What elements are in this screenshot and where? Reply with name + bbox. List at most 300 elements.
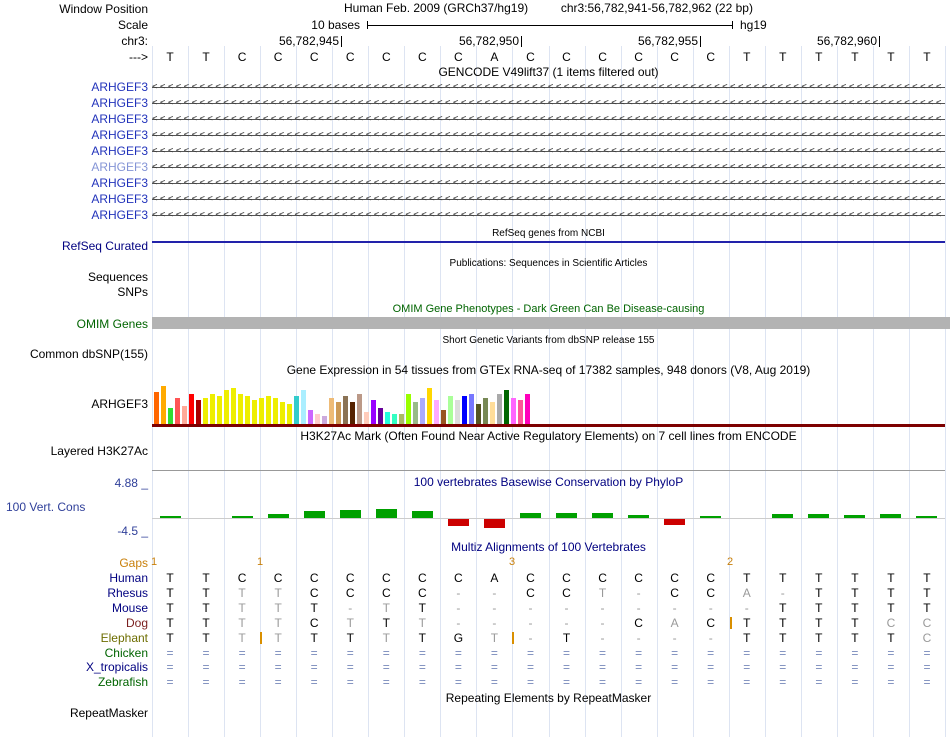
gtex-bar[interactable]: [378, 408, 383, 424]
gtex-bar[interactable]: [357, 394, 362, 424]
scale-label: Scale: [117, 18, 148, 32]
alignment-cell: T: [851, 616, 859, 630]
alignment-cell: =: [563, 646, 571, 660]
gtex-bar[interactable]: [462, 396, 467, 424]
gtex-bar[interactable]: [406, 394, 411, 424]
alignment-cell: C: [381, 571, 391, 585]
alignment-cell: T: [815, 631, 823, 645]
gene-row-label[interactable]: ARHGEF3: [91, 208, 148, 222]
species-label-rhesus[interactable]: Rhesus: [107, 586, 148, 600]
alignment-cell: =: [418, 646, 426, 660]
gene-row-arrows[interactable]: <<<<<<<<<<<<<<<<<<<<<<<<<<<<<<<<<<<<<<<<<<<<<<<<<<<<<<<<<<<<<<<<<<<<<<<<<<<<<<<<<<<<<<<<<<<<<<<<<<<<: [152, 160, 945, 175]
gtex-bar[interactable]: [154, 392, 159, 424]
alignment-cell: C: [526, 586, 535, 600]
alignment-cell: =: [671, 660, 679, 674]
gtex-bar[interactable]: [287, 404, 292, 424]
phylop-bar[interactable]: [484, 519, 505, 528]
alignment-cell: =: [526, 660, 534, 674]
chrom-label: chr3:: [121, 34, 148, 48]
alignment-cell: =: [887, 660, 895, 674]
gtex-bar[interactable]: [280, 402, 285, 424]
track-label-100-vert-cons[interactable]: 100 Vert. Cons: [6, 500, 86, 514]
alignment-cell: -: [708, 631, 713, 645]
alignment-cell: =: [526, 646, 534, 660]
track-label-repeatmasker[interactable]: RepeatMasker: [69, 706, 148, 720]
gtex-bar[interactable]: [322, 416, 327, 424]
base-letter: T: [923, 50, 931, 64]
alignment-cell: T: [851, 631, 859, 645]
gtex-bar[interactable]: [434, 400, 439, 424]
gene-row-arrows[interactable]: <<<<<<<<<<<<<<<<<<<<<<<<<<<<<<<<<<<<<<<<<<<<<<<<<<<<<<<<<<<<<<<<<<<<<<<<<<<<<<<<<<<<<<<<<<<<<<<<<<<<: [152, 144, 945, 159]
alignment-cell: T: [274, 616, 282, 630]
species-label-chicken[interactable]: Chicken: [104, 646, 148, 660]
gtex-note: Gene Expression in 54 tissues from GTEx RNA-seq of 17382 samples, 948 donors (V8, Aug 2019): [286, 363, 811, 377]
conservation-max-label: 4.88 _: [114, 476, 148, 490]
alignment-cell: =: [563, 675, 571, 689]
gtex-bar[interactable]: [371, 400, 376, 424]
ruler-tick-mark: [700, 36, 701, 47]
alignment-cell: =: [274, 675, 282, 689]
gtex-bar[interactable]: [511, 398, 516, 424]
base-letter: T: [202, 50, 210, 64]
phylop-bar[interactable]: [160, 516, 181, 518]
alignment-cell: =: [346, 660, 354, 674]
alignment-cell: =: [202, 660, 210, 674]
gtex-bar[interactable]: [203, 398, 208, 424]
gtex-bar[interactable]: [161, 386, 166, 424]
gene-row-label[interactable]: ARHGEF3: [91, 80, 148, 94]
alignment-cell: C: [417, 586, 427, 600]
gene-row-label[interactable]: ARHGEF3: [91, 192, 148, 206]
phylop-bar[interactable]: [340, 510, 361, 518]
alignment-cell: T: [743, 616, 751, 630]
track-label-gtex-gene[interactable]: ARHGEF3: [91, 397, 148, 411]
gtex-bar[interactable]: [252, 400, 257, 424]
alignment-cell: =: [779, 660, 787, 674]
alignment-cell: T: [923, 601, 931, 615]
track-label-gaps[interactable]: Gaps: [119, 556, 148, 570]
base-letter: C: [309, 50, 319, 64]
alignment-cell: =: [202, 646, 210, 660]
alignment-cell: =: [599, 660, 607, 674]
phylop-bar[interactable]: [916, 516, 937, 518]
alignment-cell: T: [202, 586, 210, 600]
gtex-bar[interactable]: [168, 408, 173, 424]
gtex-bar[interactable]: [343, 396, 348, 424]
alignment-cell: -: [672, 631, 677, 645]
gene-row-label[interactable]: ARHGEF3: [91, 160, 148, 174]
alignment-cell: =: [779, 675, 787, 689]
gaps-marker: 2: [727, 556, 734, 568]
base-letter: T: [166, 50, 174, 64]
alignment-cell: =: [454, 675, 462, 689]
gene-row-label[interactable]: ARHGEF3: [91, 112, 148, 126]
refseq-track-line[interactable]: [152, 241, 945, 243]
alignment-cell: T: [274, 601, 282, 615]
assembly-position-title: [152, 2, 945, 15]
gtex-bar[interactable]: [238, 394, 243, 424]
alignment-cell: -: [348, 601, 353, 615]
alignment-cell: -: [492, 586, 497, 600]
alignment-cell: T: [815, 601, 823, 615]
base-letter: C: [381, 50, 391, 64]
ruler-tick-label: 56,782,950: [458, 34, 519, 48]
alignment-cell: =: [923, 675, 931, 689]
species-label-human[interactable]: Human: [109, 571, 148, 585]
alignment-cell: T: [779, 571, 787, 585]
gtex-bar[interactable]: [196, 400, 201, 424]
gtex-bar[interactable]: [448, 396, 453, 424]
alignment-cell: C: [922, 616, 932, 630]
alignment-cell: -: [492, 601, 497, 615]
phylop-bar[interactable]: [412, 511, 433, 518]
base-letter: T: [743, 50, 751, 64]
alignment-cell: C: [562, 586, 571, 600]
alignment-cell: =: [490, 660, 498, 674]
gtex-bar[interactable]: [455, 400, 460, 424]
species-label-elephant[interactable]: Elephant: [100, 631, 148, 645]
gtex-bar[interactable]: [350, 402, 355, 424]
gene-row-arrows[interactable]: <<<<<<<<<<<<<<<<<<<<<<<<<<<<<<<<<<<<<<<<<<<<<<<<<<<<<<<<<<<<<<<<<<<<<<<<<<<<<<<<<<<<<<<<<<<<<<<<<<<<: [152, 96, 945, 111]
assembly-title: Human Feb. 2009 (GRCh37/hg19): [344, 1, 529, 15]
phylop-bar[interactable]: [268, 514, 289, 518]
phylop-bar[interactable]: [556, 513, 577, 518]
alignment-cell: T: [166, 601, 174, 615]
alignment-cell: T: [851, 571, 859, 585]
alignment-cell: =: [923, 646, 931, 660]
alignment-cell: C: [526, 571, 535, 585]
alignment-cell: =: [743, 646, 751, 660]
phylop-bar[interactable]: [880, 514, 901, 518]
alignment-cell: A: [490, 571, 499, 585]
base-letter: T: [887, 50, 895, 64]
species-label-mouse[interactable]: Mouse: [111, 601, 148, 615]
repeatmasker-note: Repeating Elements by RepeatMasker: [445, 691, 652, 705]
position-range: chr3:56,782,941-56,782,962 (22 bp): [560, 1, 753, 15]
track-label-layered-h3k27ac[interactable]: Layered H3K27Ac: [50, 444, 148, 458]
gtex-bar[interactable]: [392, 414, 397, 424]
alignment-cell: T: [202, 631, 210, 645]
gtex-bar[interactable]: [427, 388, 432, 424]
gtex-bar[interactable]: [315, 414, 320, 424]
alignment-cell: G: [453, 631, 464, 645]
insertion-marker: [512, 632, 514, 644]
track-label-snps[interactable]: SNPs: [117, 285, 148, 299]
alignment-cell: T: [382, 616, 390, 630]
track-label-omim-genes[interactable]: OMIM Genes: [76, 317, 148, 331]
base-letter: C: [634, 50, 643, 64]
conservation-min-label: -4.5 _: [117, 524, 148, 538]
alignment-cell: =: [382, 675, 390, 689]
gtex-bar[interactable]: [469, 394, 474, 424]
alignment-cell: T: [923, 586, 931, 600]
alignment-cell: T: [815, 586, 823, 600]
gtex-bar[interactable]: [189, 394, 194, 424]
alignment-cell: C: [309, 586, 319, 600]
alignment-cell: T: [238, 601, 246, 615]
insertion-marker: [730, 617, 732, 629]
alignment-cell: =: [887, 675, 895, 689]
multiz-title: Multiz Alignments of 100 Vertebrates: [451, 540, 646, 554]
phylop-baseline: [152, 518, 945, 519]
gene-row-label[interactable]: ARHGEF3: [91, 96, 148, 110]
phylop-bar[interactable]: [700, 516, 721, 518]
assembly-short: hg19: [740, 18, 767, 32]
alignment-cell: =: [707, 660, 715, 674]
alignment-cell: C: [309, 571, 319, 585]
phylop-bar[interactable]: [844, 515, 865, 518]
gene-row-arrows[interactable]: <<<<<<<<<<<<<<<<<<<<<<<<<<<<<<<<<<<<<<<<<<<<<<<<<<<<<<<<<<<<<<<<<<<<<<<<<<<<<<<<<<<<<<<<<<<<<<<<<<<<: [152, 112, 945, 127]
alignment-cell: T: [490, 631, 499, 645]
alignment-cell: -: [528, 601, 533, 615]
alignment-cell: C: [598, 571, 607, 585]
ruler-tick-label: 56,782,955: [637, 34, 698, 48]
dbsnp-note: Short Genetic Variants from dbSNP release 155: [442, 335, 655, 346]
alignment-cell: C: [634, 616, 643, 630]
alignment-cell: T: [202, 571, 210, 585]
alignment-cell: =: [923, 660, 931, 674]
phylop-bar[interactable]: [664, 519, 685, 525]
gtex-bar[interactable]: [483, 398, 488, 424]
insertion-marker: [260, 632, 262, 644]
gtex-bar[interactable]: [336, 402, 341, 424]
phylop-bar[interactable]: [376, 509, 397, 518]
alignment-cell: C: [670, 586, 679, 600]
alignment-cell: C: [706, 571, 716, 585]
alignment-cell: =: [490, 646, 498, 660]
alignment-cell: =: [815, 675, 823, 689]
alignment-cell: C: [922, 631, 932, 645]
alignment-cell: =: [887, 646, 895, 660]
alignment-cell: C: [454, 571, 463, 585]
ruler-tick-mark: [341, 36, 342, 47]
h3k27ac-note: H3K27Ac Mark (Often Found Near Active Regulatory Elements) on 7 cell lines from ENCODE: [300, 429, 797, 443]
alignment-cell: -: [744, 601, 749, 615]
alignment-cell: T: [851, 586, 859, 600]
track-label-sequences[interactable]: Sequences: [87, 270, 148, 284]
gene-row-arrows[interactable]: <<<<<<<<<<<<<<<<<<<<<<<<<<<<<<<<<<<<<<<<<<<<<<<<<<<<<<<<<<<<<<<<<<<<<<<<<<<<<<<<<<<<<<<<<<<<<<<<<<<<: [152, 176, 945, 191]
alignment-cell: =: [671, 675, 679, 689]
alignment-cell: =: [635, 660, 643, 674]
gtex-bar[interactable]: [245, 396, 250, 424]
alignment-cell: -: [708, 601, 713, 615]
alignment-cell: A: [742, 586, 751, 600]
alignment-cell: C: [309, 616, 319, 630]
alignment-cell: T: [418, 631, 426, 645]
alignment-cell: -: [456, 616, 461, 630]
alignment-cell: T: [202, 601, 210, 615]
gtex-bar[interactable]: [385, 412, 390, 424]
phylop-bar[interactable]: [628, 515, 649, 518]
gtex-bar[interactable]: [182, 406, 187, 424]
base-letter: C: [273, 50, 283, 64]
alignment-cell: -: [528, 616, 533, 630]
phylop-bar[interactable]: [304, 511, 325, 518]
gtex-baseline[interactable]: [152, 424, 945, 427]
gtex-bar[interactable]: [399, 414, 404, 424]
alignment-cell: -: [672, 601, 677, 615]
alignment-cell: -: [636, 631, 641, 645]
publications-note: Publications: Sequences in Scientific Articles: [449, 258, 648, 269]
alignment-cell: T: [887, 571, 895, 585]
alignment-cell: =: [454, 660, 462, 674]
gtex-bar[interactable]: [301, 390, 306, 424]
gtex-bar[interactable]: [210, 394, 215, 424]
gene-row-label[interactable]: ARHGEF3: [91, 144, 148, 158]
base-letter: C: [562, 50, 571, 64]
alignment-cell: =: [815, 660, 823, 674]
alignment-cell: =: [382, 660, 390, 674]
ruler-tick-mark: [521, 36, 522, 47]
alignment-cell: =: [743, 660, 751, 674]
alignment-cell: =: [563, 660, 571, 674]
alignment-cell: =: [707, 675, 715, 689]
gtex-bar[interactable]: [441, 410, 446, 424]
base-letter: T: [815, 50, 823, 64]
scale-bar: [367, 21, 733, 29]
gtex-bar[interactable]: [308, 410, 313, 424]
alignment-cell: C: [345, 586, 355, 600]
alignment-cell: T: [166, 586, 174, 600]
species-label-zebrafish[interactable]: Zebrafish: [97, 675, 148, 689]
gtex-bar[interactable]: [175, 398, 180, 424]
alignment-cell: T: [166, 631, 174, 645]
alignment-cell: =: [599, 646, 607, 660]
gtex-bar[interactable]: [294, 396, 299, 424]
alignment-cell: T: [815, 616, 823, 630]
alignment-cell: T: [418, 601, 426, 615]
gene-row-arrows[interactable]: <<<<<<<<<<<<<<<<<<<<<<<<<<<<<<<<<<<<<<<<<<<<<<<<<<<<<<<<<<<<<<<<<<<<<<<<<<<<<<<<<<<<<<<<<<<<<<<<<<<<: [152, 192, 945, 207]
alignment-cell: T: [346, 616, 354, 630]
scale-value: 10 bases: [311, 18, 360, 32]
gtex-bar[interactable]: [413, 402, 418, 424]
phylop-bar[interactable]: [520, 513, 541, 518]
alignment-cell: =: [274, 660, 282, 674]
omim-track-bar[interactable]: [152, 317, 950, 329]
gtex-bar[interactable]: [518, 400, 523, 424]
alignment-cell: =: [707, 646, 715, 660]
gtex-bar[interactable]: [490, 402, 495, 424]
alignment-cell: T: [202, 616, 210, 630]
base-letter: C: [417, 50, 427, 64]
phylop-bar[interactable]: [592, 513, 613, 518]
alignment-cell: C: [345, 571, 355, 585]
alignment-cell: =: [490, 675, 498, 689]
alignment-cell: C: [670, 571, 679, 585]
grid-line: [945, 46, 946, 737]
ruler-tick-mark: [879, 36, 880, 47]
alignment-cell: =: [779, 646, 787, 660]
gene-row-label[interactable]: ARHGEF3: [91, 176, 148, 190]
base-letter: C: [237, 50, 247, 64]
track-label-common-dbsnp[interactable]: Common dbSNP(155): [29, 347, 148, 361]
window-position-label: Window Position: [59, 2, 148, 16]
gene-row-label[interactable]: ARHGEF3: [91, 128, 148, 142]
alignment-cell: T: [779, 616, 787, 630]
alignment-cell: =: [166, 675, 174, 689]
base-letter: C: [526, 50, 535, 64]
base-letter: C: [345, 50, 355, 64]
ruler-tick-label: 56,782,945: [278, 34, 339, 48]
alignment-cell: T: [851, 601, 859, 615]
gencode-title: GENCODE V49lift37 (1 items filtered out): [438, 65, 659, 79]
base-letter: C: [670, 50, 679, 64]
alignment-cell: =: [274, 646, 282, 660]
gtex-bar[interactable]: [273, 398, 278, 424]
phylop-bar[interactable]: [808, 514, 829, 518]
gtex-bar[interactable]: [504, 390, 509, 424]
alignment-cell: -: [456, 601, 461, 615]
refseq-note: RefSeq genes from NCBI: [492, 228, 605, 239]
gtex-bar[interactable]: [217, 396, 222, 424]
species-label-dog[interactable]: Dog: [125, 616, 148, 630]
base-letter: C: [706, 50, 716, 64]
alignment-cell: =: [310, 646, 318, 660]
h3k27ac-baseline: [152, 470, 945, 471]
alignment-cell: T: [166, 571, 174, 585]
gtex-bar[interactable]: [420, 398, 425, 424]
alignment-cell: =: [202, 675, 210, 689]
conservation-note: 100 vertebrates Basewise Conservation by PhyloP: [413, 475, 684, 489]
gtex-bar[interactable]: [224, 390, 229, 424]
alignment-cell: =: [851, 675, 859, 689]
alignment-cell: T: [238, 586, 246, 600]
species-label-x_tropicalis[interactable]: X_tropicalis: [85, 660, 148, 674]
alignment-cell: =: [851, 646, 859, 660]
gene-row-arrows[interactable]: <<<<<<<<<<<<<<<<<<<<<<<<<<<<<<<<<<<<<<<<<<<<<<<<<<<<<<<<<<<<<<<<<<<<<<<<<<<<<<<<<<<<<<<<<<<<<<<<<<<<: [152, 208, 945, 223]
alignment-cell: T: [743, 631, 751, 645]
alignment-cell: =: [346, 675, 354, 689]
alignment-cell: =: [635, 646, 643, 660]
phylop-bar[interactable]: [232, 516, 253, 518]
alignment-cell: =: [382, 646, 390, 660]
gene-row-arrows[interactable]: <<<<<<<<<<<<<<<<<<<<<<<<<<<<<<<<<<<<<<<<<<<<<<<<<<<<<<<<<<<<<<<<<<<<<<<<<<<<<<<<<<<<<<<<<<<<<<<<<<<<: [152, 80, 945, 95]
alignment-cell: C: [706, 586, 716, 600]
alignment-cell: =: [346, 646, 354, 660]
gtex-bar[interactable]: [476, 404, 481, 424]
base-letter: T: [851, 50, 859, 64]
alignment-cell: T: [887, 601, 895, 615]
gtex-bar[interactable]: [525, 394, 530, 424]
alignment-cell: =: [454, 646, 462, 660]
gtex-bar[interactable]: [497, 394, 502, 424]
alignment-cell: T: [887, 586, 895, 600]
alignment-cell: -: [528, 631, 533, 645]
alignment-cell: =: [310, 660, 318, 674]
alignment-cell: T: [166, 616, 174, 630]
base-letter: A: [490, 50, 499, 64]
gtex-bar[interactable]: [231, 388, 236, 424]
gtex-bar[interactable]: [329, 398, 334, 424]
gtex-bar[interactable]: [364, 412, 369, 424]
phylop-bar[interactable]: [772, 514, 793, 518]
alignment-cell: =: [599, 675, 607, 689]
alignment-cell: =: [418, 675, 426, 689]
alignment-cell: =: [238, 646, 246, 660]
gtex-bar[interactable]: [259, 398, 264, 424]
strand-label: --->: [129, 50, 148, 64]
gaps-marker: 1: [257, 556, 264, 568]
phylop-bar[interactable]: [448, 519, 469, 526]
alignment-cell: =: [238, 660, 246, 674]
gtex-bar[interactable]: [266, 396, 271, 424]
alignment-cell: T: [923, 571, 931, 585]
alignment-cell: =: [166, 660, 174, 674]
alignment-cell: T: [238, 631, 246, 645]
gene-row-arrows[interactable]: <<<<<<<<<<<<<<<<<<<<<<<<<<<<<<<<<<<<<<<<<<<<<<<<<<<<<<<<<<<<<<<<<<<<<<<<<<<<<<<<<<<<<<<<<<<<<<<<<<<<: [152, 128, 945, 143]
track-label-refseq-curated[interactable]: RefSeq Curated: [61, 239, 148, 253]
alignment-cell: C: [706, 616, 716, 630]
